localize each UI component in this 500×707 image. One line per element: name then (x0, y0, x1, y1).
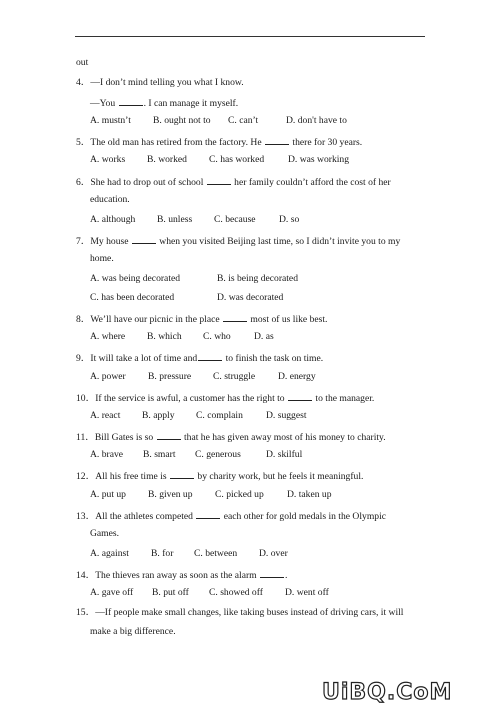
option-b: B. put off (152, 587, 189, 598)
question-text: —If people make small changes, like taking buses instead of driving cars, it will (95, 607, 404, 618)
option-a: A. was being decorated (90, 273, 181, 284)
carry-over-text: out (76, 57, 89, 68)
option-d: D. don't have to (286, 115, 347, 126)
question-text: —I don’t mind telling you what I know. (90, 77, 244, 88)
question-number: 14． (76, 570, 96, 581)
question-text: her family couldn’t afford the cost of her (231, 177, 391, 188)
question-7-options-row1 (90, 273, 298, 285)
option-c: C. can’t (228, 115, 259, 126)
question-number: 5． (76, 137, 91, 148)
option-a: A. works (90, 154, 126, 165)
question-text: The old man has retired from the factory. He (90, 137, 264, 148)
option-a: A. power (90, 371, 126, 382)
option-d: D. energy (278, 371, 316, 382)
question-text: most of us like best. (248, 314, 328, 325)
question-9-options (90, 371, 316, 383)
option-d: D. suggest (266, 410, 307, 421)
option-c: C. showed off (209, 587, 263, 598)
answer-blank (170, 469, 194, 479)
answer-blank (288, 391, 312, 401)
option-b: B. pressure (148, 371, 192, 382)
option-c: C. who (203, 331, 231, 342)
question-text: The thieves ran away as soon as the alarm (95, 570, 260, 581)
option-d: D. taken up (287, 489, 332, 500)
answer-blank (223, 312, 247, 322)
option-d: D. as (254, 331, 274, 342)
option-c: C. between (194, 548, 238, 559)
answer-blank (157, 430, 181, 440)
question-8 (76, 312, 327, 326)
option-a: A. brave (90, 449, 124, 460)
question-text: . (285, 570, 288, 581)
option-a: A. although (90, 214, 136, 225)
option-a: A. gave off (90, 587, 134, 598)
question-5 (76, 135, 362, 149)
question-number: 11． (76, 432, 95, 443)
question-text: She had to drop out of school (90, 177, 206, 188)
question-number: 8． (76, 314, 91, 325)
answer-blank (265, 135, 289, 145)
option-c: C. struggle (213, 371, 256, 382)
answer-blank (198, 351, 222, 361)
question-number: 13． (76, 511, 96, 522)
option-c: C. picked up (215, 489, 264, 500)
question-7-options-row2 (90, 292, 283, 304)
option-c: C. generous (195, 449, 241, 460)
question-number: 12． (76, 471, 96, 482)
question-text: All the athletes competed (95, 511, 196, 522)
option-a: A. against (90, 548, 129, 559)
option-a: A. where (90, 331, 126, 342)
answer-blank (119, 96, 143, 106)
question-text: All his free time is (95, 471, 169, 482)
question-9 (76, 351, 323, 365)
question-4-options (90, 115, 347, 127)
question-14 (76, 568, 287, 582)
option-d: D. went off (285, 587, 329, 598)
question-number: 6． (76, 177, 91, 188)
answer-blank (207, 175, 231, 185)
question-number: 10． (76, 393, 96, 404)
question-text: to the manager. (313, 393, 375, 404)
question-8-options (90, 331, 274, 343)
question-5-options (90, 154, 349, 166)
question-text: My house (90, 236, 131, 247)
question-text: Bill Gates is so (94, 432, 156, 443)
option-c: C. because (214, 214, 256, 225)
option-d: D. skilful (266, 449, 303, 460)
question-11-options (90, 449, 302, 461)
question-13 (76, 509, 386, 523)
question-number: 15． (76, 607, 96, 618)
question-text: We’ll have our picnic in the place (90, 314, 223, 325)
option-b: B. ought not to (153, 115, 211, 126)
option-b: B. worked (147, 154, 187, 165)
question-15-line2: make a big difference. (90, 626, 176, 637)
option-b: B. unless (157, 214, 193, 225)
question-12 (76, 469, 363, 483)
question-text: If the service is awful, a customer has the right to (95, 393, 288, 404)
question-6-options (90, 214, 299, 226)
question-text: there for 30 years. (290, 137, 363, 148)
question-12-options (90, 489, 332, 501)
answer-blank (260, 568, 284, 578)
header-rule (75, 36, 425, 37)
option-b: B. is being decorated (217, 273, 298, 284)
option-b: B. given up (148, 489, 193, 500)
answer-blank (132, 234, 156, 244)
question-4 (76, 77, 244, 89)
question-14-options (90, 587, 329, 599)
option-b: B. smart (143, 449, 176, 460)
question-11 (76, 430, 386, 444)
question-number: 7． (76, 236, 91, 247)
option-d: D. so (279, 214, 300, 225)
option-b: B. which (147, 331, 182, 342)
option-d: D. was working (288, 154, 350, 165)
question-text: —You (90, 98, 118, 109)
option-d: D. was decorated (217, 292, 284, 303)
option-a: A. mustn’t (90, 115, 131, 126)
question-7-line2: home. (90, 253, 114, 264)
option-c: C. complain (196, 410, 243, 421)
answer-blank (196, 509, 220, 519)
option-b: B. apply (142, 410, 175, 421)
question-7 (76, 234, 400, 248)
question-text: when you visited Beijing last time, so I didn’t invite you to my (156, 236, 401, 247)
question-15 (76, 607, 403, 619)
option-c: C. has worked (209, 154, 265, 165)
option-a: A. put up (90, 489, 126, 500)
question-text: to finish the task on time. (223, 353, 324, 364)
question-number: 9． (76, 353, 91, 364)
question-6 (76, 175, 391, 189)
option-c: C. has been decorated (90, 292, 175, 303)
question-4-line2 (90, 96, 238, 110)
question-text: . I can manage it myself. (143, 98, 239, 109)
option-a: A. react (90, 410, 121, 421)
question-13-line2: Games. (90, 528, 120, 539)
option-d: D. over (259, 548, 288, 559)
question-number: 4． (76, 77, 91, 88)
question-10-options (90, 410, 307, 422)
question-text: by charity work, but he feels it meaningful. (195, 471, 364, 482)
question-6-line2: education. (90, 194, 130, 205)
question-10 (76, 391, 374, 405)
question-13-options (90, 548, 288, 560)
option-b: B. for (151, 548, 174, 559)
site-watermark-logo: UiBQ.CoM (322, 680, 453, 705)
question-text: It will take a lot of time and (90, 353, 198, 364)
question-text: each other for gold medals in the Olympic (221, 511, 387, 522)
question-text: that he has given away most of his money to charity. (181, 432, 386, 443)
